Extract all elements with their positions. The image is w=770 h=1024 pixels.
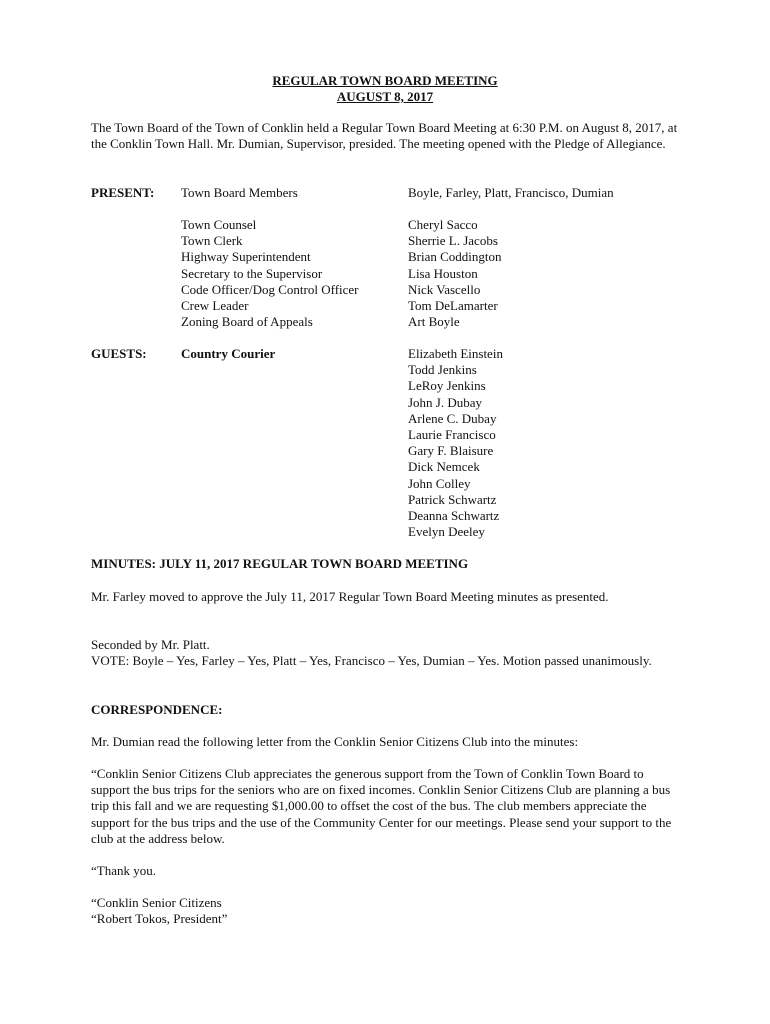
letter-thanks: “Thank you. [91, 863, 156, 878]
guest-name: Gary F. Blaisure [408, 443, 494, 459]
name-item: Lisa Houston [408, 265, 478, 281]
guest-name: John Colley [408, 475, 471, 491]
minutes-seconded: Seconded by Mr. Platt. [91, 637, 210, 652]
correspondence-letter: “Conklin Senior Citizens Club appreciates the generous support from the Town of Conklin Town Board to support the bus trips for the seniors who are on fixed incomes. Conklin Senior Citizens Club are planning a bus trip this fall and we are requesting $1,000.00 to offset the cost of the bus. The club members appreciate the support for the bus trips and the use of the Community Center for our meetings. Please send your support to the club at the address below. [91, 766, 672, 846]
guest-name: Todd Jenkins [408, 362, 477, 378]
role-item: Highway Superintendent [181, 249, 311, 265]
document-title: REGULAR TOWN BOARD MEETING [272, 73, 498, 88]
name-item: Brian Coddington [408, 249, 502, 265]
name-item: Tom DeLamarter [408, 298, 498, 314]
guest-name: Evelyn Deeley [408, 524, 485, 540]
name-item: Nick Vascello [408, 281, 481, 297]
guest-name: Elizabeth Einstein [408, 346, 503, 361]
minutes-heading: MINUTES: JULY 11, 2017 REGULAR TOWN BOARD MEETING [91, 556, 469, 571]
correspondence-intro: Mr. Dumian read the following letter from the Conklin Senior Citizens Club into the minutes: [91, 734, 579, 749]
board-members-role: Town Board Members [181, 185, 298, 200]
present-roles-list [181, 217, 359, 330]
guest-name: Laurie Francisco [408, 427, 496, 443]
name-item: Sherrie L. Jacobs [408, 233, 498, 249]
role-item: Town Counsel [181, 217, 257, 232]
letter-signature-org: “Conklin Senior Citizens [91, 895, 222, 910]
role-item: Secretary to the Supervisor [181, 265, 323, 281]
role-item: Zoning Board of Appeals [181, 314, 313, 330]
guests-label: GUESTS: [91, 346, 147, 361]
guest-name: John J. Dubay [408, 394, 483, 410]
document-date: AUGUST 8, 2017 [336, 89, 434, 104]
letter-signature-name: “Robert Tokos, President” [91, 911, 228, 926]
present-label: PRESENT: [91, 185, 155, 200]
minutes-motion: Mr. Farley moved to approve the July 11, 2017 Regular Town Board Meeting minutes as presented. [91, 589, 609, 604]
guest-name: LeRoy Jenkins [408, 378, 486, 394]
role-item: Town Clerk [181, 233, 243, 249]
present-names-list [408, 217, 502, 330]
correspondence-heading: CORRESPONDENCE: [91, 702, 223, 717]
guest-name: Dick Nemcek [408, 459, 480, 475]
guest-name: Patrick Schwartz [408, 491, 497, 507]
role-item: Code Officer/Dog Control Officer [181, 281, 359, 297]
minutes-vote: VOTE: Boyle – Yes, Farley – Yes, Platt – Yes, Francisco – Yes, Dumian – Yes. Motion passed unanimously. [91, 653, 652, 668]
board-members-names: Boyle, Farley, Platt, Francisco, Dumian [408, 185, 614, 200]
intro-paragraph: The Town Board of the Town of Conklin held a Regular Town Board Meeting at 6:30 P.M. on August 8, 2017, at the Conklin Town Hall. Mr. Dumian, Supervisor, presided. The meeting opened with the Pledge of Allegiance. [91, 120, 678, 152]
role-item: Crew Leader [181, 298, 249, 314]
guest-name: Arlene C. Dubay [408, 410, 497, 426]
name-item: Cheryl Sacco [408, 217, 478, 232]
guests-names-list [408, 346, 503, 540]
name-item: Art Boyle [408, 314, 460, 330]
guests-organization: Country Courier [181, 346, 276, 361]
guest-name: Deanna Schwartz [408, 508, 500, 524]
